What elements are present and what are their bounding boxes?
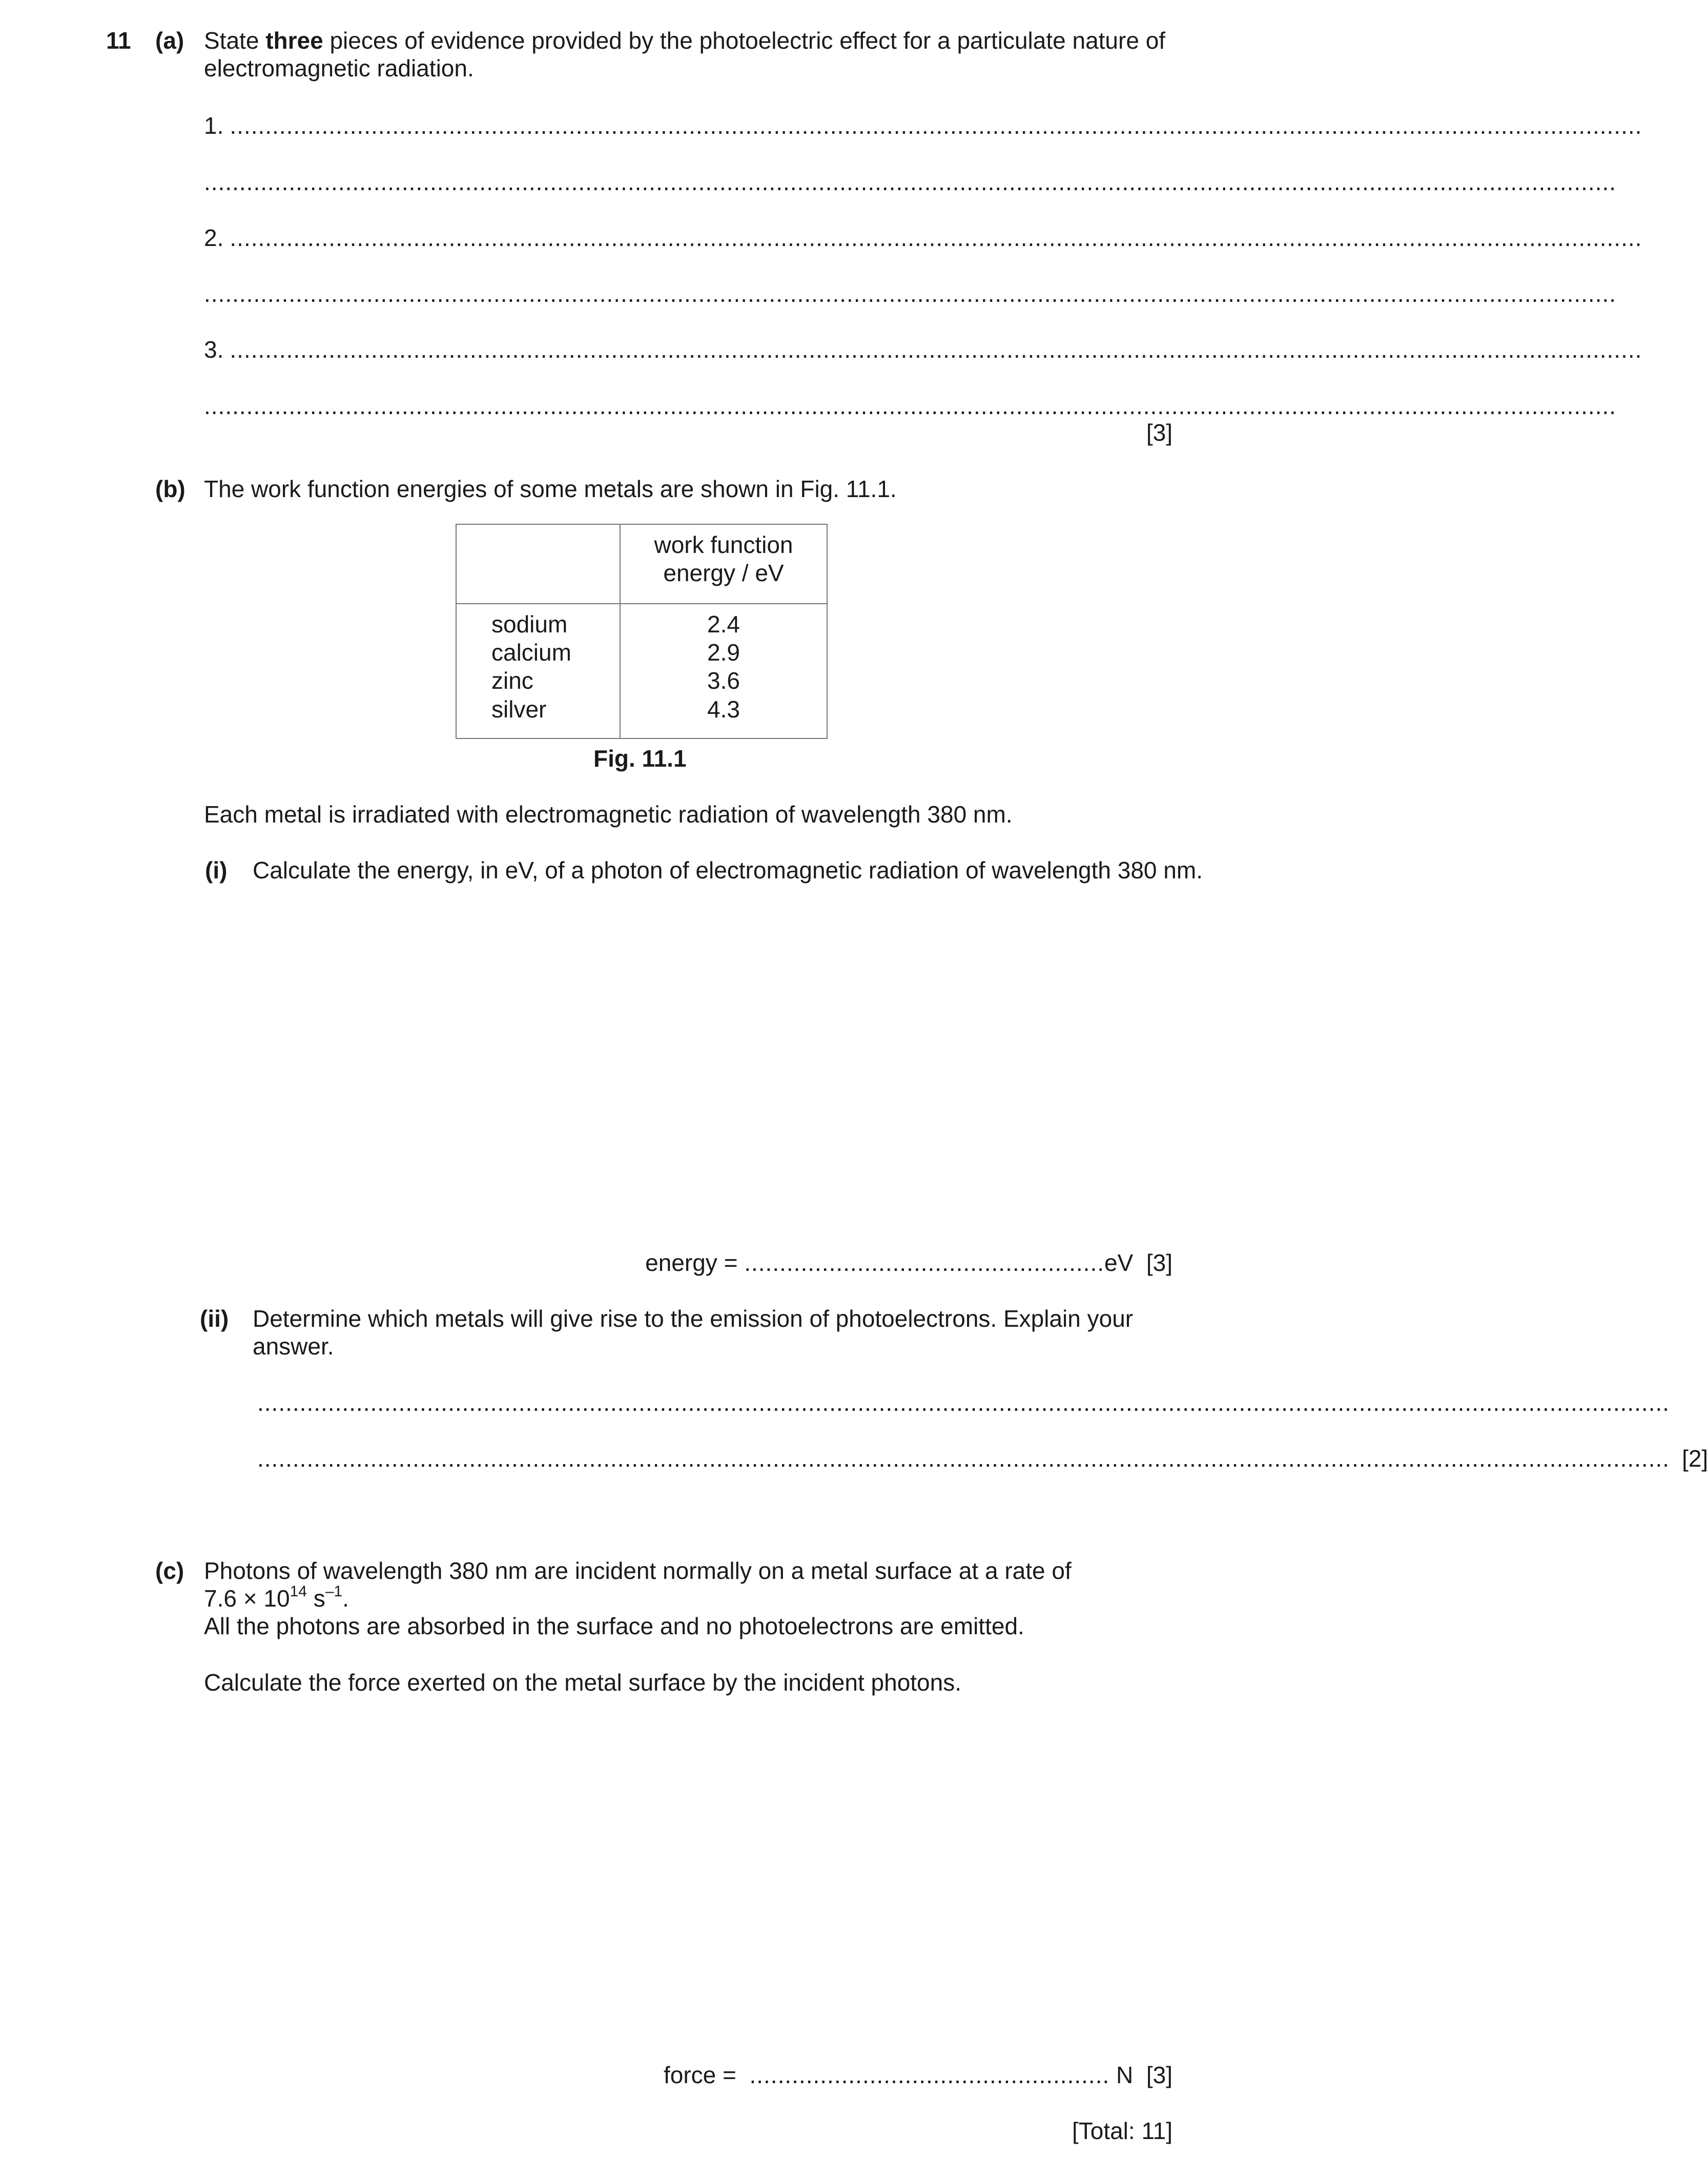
answer-number: 2.: [204, 224, 224, 251]
table-values-column: [620, 604, 827, 738]
part-a-label: (a): [155, 27, 184, 54]
metal-name: calcium: [491, 639, 571, 666]
answer-line-2[interactable]: 2. ........................................................................................................................................................................................................: [204, 224, 1172, 252]
part-c-marks: [3]: [1146, 2062, 1172, 2088]
work-function-value: 2.4: [707, 611, 740, 638]
part-a-marks: [3]: [1146, 419, 1172, 446]
part-c-rate: $7.6 \times 10^{14}$ $s^{-1}$.: [204, 1582, 349, 1612]
figure-caption: Fig. 11.1: [593, 745, 687, 772]
answer-line-1[interactable]: 1. ........................................................................................................................................................................................................: [204, 112, 1172, 140]
part-c-line3: All the photons are absorbed in the surface and no photoelectrons are emitted.: [204, 1613, 1024, 1639]
part-c-line1: Photons of wavelength 380 nm are incident normally on a metal surface at a rate of: [204, 1557, 1072, 1584]
work-function-value: 3.6: [707, 667, 740, 694]
metal-name: silver: [491, 695, 547, 723]
part-b-statement: Each metal is irradiated with electromagnetic radiation of wavelength 380 nm.: [204, 801, 1013, 828]
work-function-table: [456, 524, 828, 739]
part-b-label: (b): [155, 476, 186, 502]
work-function-value: 4.3: [707, 695, 740, 723]
part-b-ii-answer-line-2[interactable]: ........................................................................................................................................................................................................ [2]: [257, 1445, 1172, 1473]
answer-number: 1.: [204, 112, 224, 139]
table-header-work-function: work function energy / eV: [620, 524, 827, 604]
work-function-value: 2.9: [707, 639, 740, 666]
question-number: 11: [106, 27, 131, 54]
part-a-question-line2: electromagnetic radiation.: [204, 55, 474, 81]
part-c-label: (c): [155, 1557, 184, 1584]
answer-line-3[interactable]: 3. ........................................................................................................................................................................................................: [204, 336, 1172, 364]
part-b-ii-question-line1: Determine which metals will give rise to the emission of photoelectrons. Explain your: [253, 1305, 1134, 1332]
answer-line-3-continued[interactable]: ........................................................................................................................................................................................................: [204, 393, 1617, 419]
part-b-ii-question-line2: answer.: [253, 1333, 334, 1360]
part-b-ii-marks: [2]: [1682, 1445, 1708, 1472]
energy-answer-line[interactable]: energy = ...................................................eV [3]: [645, 1249, 1172, 1276]
table-header-empty: [456, 524, 620, 604]
answer-number: 3.: [204, 336, 224, 363]
force-answer-line[interactable]: force = ................................................... N [3]: [663, 2062, 1172, 2088]
table-metals-column: [456, 604, 620, 738]
answer-line-2-continued[interactable]: ........................................................................................................................................................................................................: [204, 280, 1617, 307]
answer-line-1-continued[interactable]: ........................................................................................................................................................................................................: [204, 169, 1617, 195]
part-b-i-marks: [3]: [1146, 1249, 1172, 1276]
part-b-ii-answer-line-1[interactable]: ........................................................................................................................................................................................................: [257, 1389, 1670, 1416]
part-a-question-line1: State three pieces of evidence provided by the photoelectric effect for a particulate nature of: [204, 27, 1166, 54]
total-marks: [Total: 11]: [1072, 2117, 1172, 2144]
part-b-i-question: Calculate the energy, in eV, of a photon of electromagnetic radiation of wavelength 380 nm.: [253, 857, 1203, 883]
part-b-intro: The work function energies of some metals are shown in Fig. 11.1.: [204, 476, 897, 502]
part-c-line4: Calculate the force exerted on the metal surface by the incident photons.: [204, 1669, 961, 1696]
metal-name: zinc: [491, 667, 533, 694]
part-b-ii-label: (ii): [200, 1305, 229, 1332]
part-b-i-label: (i): [205, 857, 228, 883]
metal-name: sodium: [491, 611, 568, 638]
